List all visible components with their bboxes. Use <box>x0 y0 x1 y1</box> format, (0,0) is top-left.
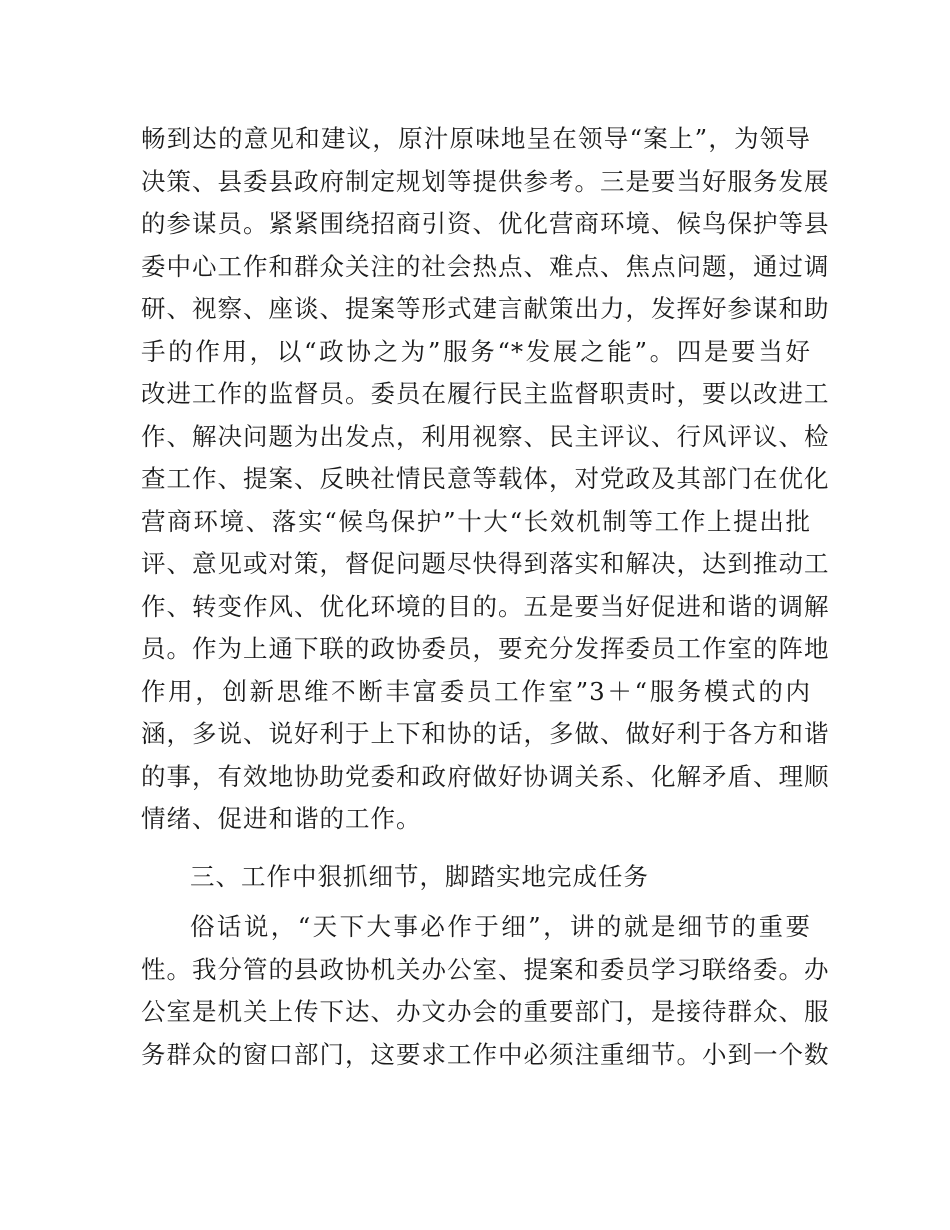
text-line: 作、解决问题为出发点，利用视察、民主评议、行风评议、检 <box>141 421 830 451</box>
document-body <box>141 118 830 1076</box>
text-line: 研、视察、座谈、提案等形式建言献策出力，发挥好参谋和助 <box>141 294 830 323</box>
text-line: 的事，有效地协助党委和政府做好协调关系、化解矛盾、理顺 <box>141 761 830 791</box>
text-line: 决策、县委县政府制定规划等提供参考。三是要当好服务发展 <box>141 166 830 196</box>
text-line: 作用，创新思维不断丰富委员工作室”3＋“服务模式的内 <box>141 676 811 706</box>
text-line: 评、意见或对策，督促问题尽快得到落实和解决，达到推动工 <box>141 549 830 578</box>
paragraph-1 <box>141 118 830 841</box>
text-line: 的参谋员。紧紧围绕招商引资、优化营商环境、候鸟保护等县 <box>141 209 830 238</box>
section-heading: 三、工作中狠抓细节，脚踏实地完成任务 <box>190 861 649 891</box>
text-line: 改进工作的监督员。委员在履行民主监督职责时，要以改进工 <box>141 379 830 408</box>
text-line: 涵，多说、说好利于上下和协的话，多做、做好利于各方和谐 <box>141 719 830 748</box>
text-line: 作、转变作风、优化环境的目的。五是要当好促进和谐的调解 <box>141 591 830 621</box>
paragraph-2 <box>141 906 830 1076</box>
text-line: 性。我分管的县政协机关办公室、提案和委员学习联络委。办 <box>141 954 830 984</box>
text-line: 务群众的窗口部门，这要求工作中必须注重细节。小到一个数 <box>141 1039 830 1069</box>
text-line: 俗话说，“天下大事必作于细”，讲的就是细节的重要 <box>190 912 811 941</box>
text-line: 公室是机关上传下达、办文办会的重要部门，是接待群众、服 <box>141 997 830 1026</box>
text-line: 畅到达的意见和建议，原汁原味地呈在领导“案上”，为领导 <box>141 124 811 153</box>
text-line: 营商环境、落实“候鸟保护”十大“长效机制等工作上提出批 <box>141 506 811 536</box>
text-line: 情绪、促进和谐的工作。 <box>141 804 422 833</box>
text-line: 查工作、提案、反映社情民意等载体，对党政及其部门在优化 <box>141 464 830 493</box>
text-line: 员。作为上通下联的政协委员，要充分发挥委员工作室的阵地 <box>141 634 830 663</box>
text-line: 手的作用，以“政协之为”服务“*发展之能”。四是要当好 <box>141 336 811 366</box>
text-line: 委中心工作和群众关注的社会热点、难点、焦点问题，通过调 <box>141 251 830 281</box>
